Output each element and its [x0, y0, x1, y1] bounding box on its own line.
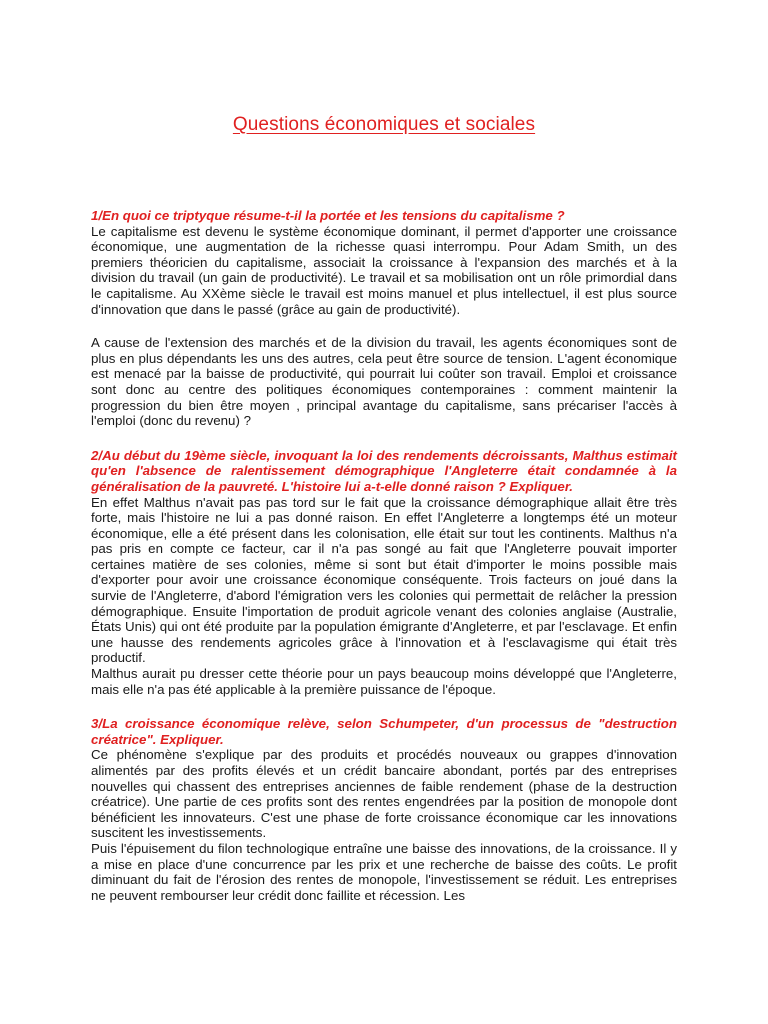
answer-2-paragraph-1: En effet Malthus n'avait pas pas tord sur le fait que la croissance démographique allait être très forte, mais l'histoire ne lui a pas donné raison. En effet l'Angleterre a longtemps été un moteur économique, elle a été présent dans les colonisation, elle était sur tout les continents. Malthus n'a pas pris en compte ce facteur, car il n'a pas songé au fait que l'Angleterre pouvait importer certaines matière de ses colonies, même si sont but était d'importer le moins possible mais d'exporter pour avoir une croissance économique conséquente. Trois facteurs on joué dans la survie de l'Angleterre, d'abord l'émigration vers les colonies qui permettait de relâcher la pression démographique. Ensuite l'importation de produit agricole venant des colonies anglaise (Australie, États Unis) qui ont été produite par la population émigrante d'Angleterre, et par l'esclavage. Et enfin une hausse des rendements agricoles grâce à l'innovation et à l'esclavagisme qui était très productif.	[91, 494, 677, 666]
page-title: Questions économiques et sociales	[232, 114, 536, 135]
question-1: 1/En quoi ce triptyque résume-t-il la portée et les tensions du capitalisme ?	[91, 208, 565, 223]
answer-3-paragraph-2: Puis l'épuisement du filon technologique entraîne une baisse des innovations, de la croissance. Il y a mise en place d'une concurrence par les prix et une recherche de baisse des coûts. Le profit diminuant du fait de l'érosion des rentes de monopole, l'investissement se réduit. Les entreprises ne peuvent rembourser leur crédit donc faillite et récession. Les	[91, 840, 677, 903]
document-body	[91, 208, 677, 903]
answer-1-paragraph-1: Le capitalisme est devenu le système économique dominant, il permet d'apporter une croissance économique, une augmentation de la richesse quasi interrompu. Pour Adam Smith, un des premiers théoricien du capitalisme, associait la croissance à l'expansion des marchés et à la division du travail (un gain de productivité). Le travail et sa mobilisation ont un rôle primordial dans le capitalisme. Au XXème siècle le travail est moins manuel et plus intellectuel, il est plus source d'innovation que dans le passé (grâce au gain de productivité).	[91, 223, 677, 317]
question-3: 3/La croissance économique relève, selon Schumpeter, d'un processus de "destruction créatrice". Expliquer.	[91, 716, 677, 747]
answer-3-paragraph-1: Ce phénomène s'explique par des produits et procédés nouveaux ou grappes d'innovation alimentés par des profits élevés et un crédit bancaire abondant, portés par des entreprises nouvelles qui chassent des entreprises anciennes de faible rendement (phase de la destruction créatrice). Une partie de ces profits sont des rentes engendrées par la position de monopole dont bénéficient les innovateurs. C'est une phase de forte croissance économique car les innovations suscitent les investissements.	[91, 747, 677, 841]
answer-2-paragraph-2: Malthus aurait pu dresser cette théorie pour un pays beaucoup moins développé que l'Angleterre, mais elle n'a pas été applicable à la première puissance de l'époque.	[91, 666, 677, 697]
question-2: 2/Au début du 19ème siècle, invoquant la loi des rendements décroissants, Malthus estimait qu'en l'absence de ralentissement démographique l'Angleterre était condamnée à la généralisation de la pauvreté. L'histoire lui a-t-elle donné raison ? Expliquer.	[91, 447, 677, 494]
answer-1-paragraph-2: A cause de l'extension des marchés et de la division du travail, les agents économiques sont de plus en plus dépendants les uns des autres, cela peut être source de tension. L'agent économique est menacé par la baisse de productivité, qui pourrait lui coûter son travail. Emploi et croissance sont donc au centre des politiques économiques contemporaines : comment maintenir la progression du bien être moyen , principal avantage du capitalisme, sans précariser l'accès à l'emploi (donc du revenu) ?	[91, 335, 677, 429]
